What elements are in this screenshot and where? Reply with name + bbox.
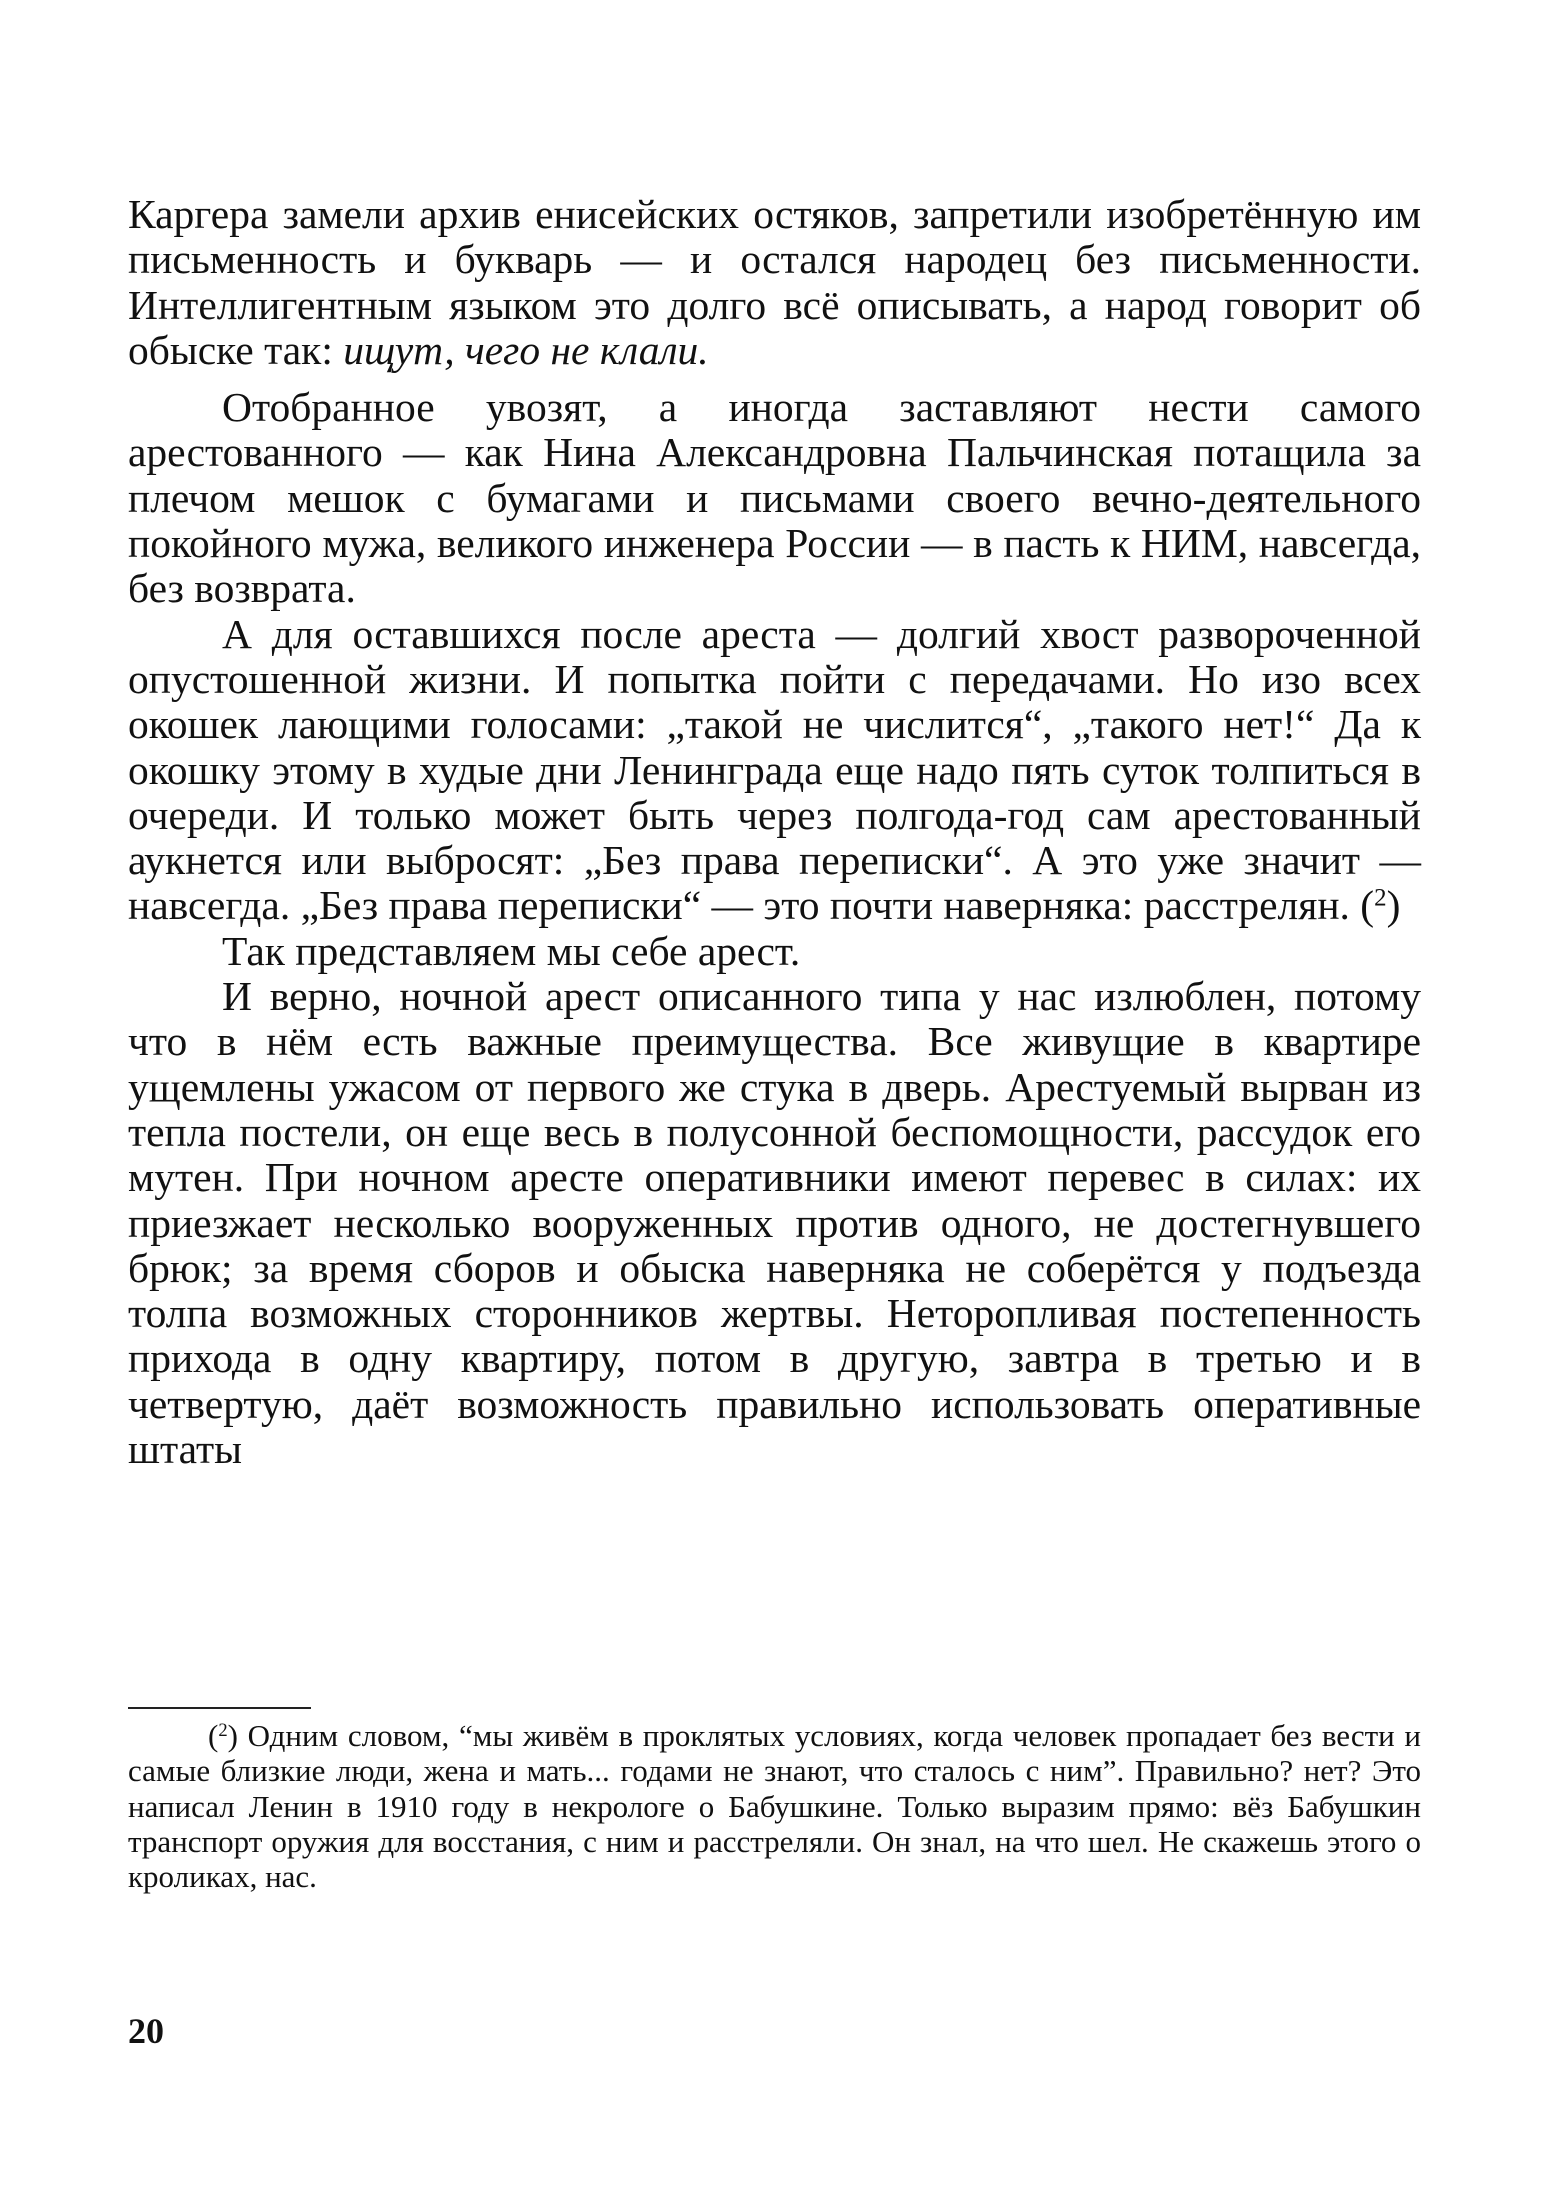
footnote-ref: 2 (1374, 884, 1387, 912)
footnote-divider (128, 1707, 311, 1709)
footnote: ($^2$) Одним словом, “мы живём в проклятых условиях, когда человек пропадает без вести и самые близкие люди, жена и мать... годами не знают, что сталось с ним”. Правильно? нет? Это написал Ленин в 1910 году в некрологе о Бабушкине. Только выразим прямо: вёз Бабушкин транспорт оружия для восстания, с ним и расстреляли. Он знал, на что шел. Не скажешь этого о кроликах, нас. (128, 1718, 1421, 1895)
paragraph-4: Так представляем мы себе арест. (222, 927, 801, 974)
paragraph-1: Каргера замели архив енисейских остяков, запретили изобретённую им письменность и букварь — и остался народец без письменности. Интеллигентным языком это долго всё описывать, а народ говорит об обыске так: ищут, чего не клали. (128, 191, 1421, 373)
main-text (128, 192, 1421, 1472)
paragraph-3: А для оставшихся после ареста — долгий хвост развороченной опустошенной жизни. И попытка пойти с передачами. Но изо всех окошек лающими голосами: „такой не числится“, „такого нет!“ Да к окошку этому в худые дни Ленинграда еще надо пять суток толпиться в очереди. И только может быть через полгода-год сам арестованный аукнется или выбросят: „Без права переписки“. А это уже значит — навсегда. „Без права переписки“ — это почти наверняка: расстрелян. ($^2$) (128, 610, 1421, 929)
page-number: 20 (128, 2011, 164, 2051)
footnote-marker: 2 (218, 1719, 228, 1741)
paragraph-5: И верно, ночной арест описанного типа у нас излюблен, потому что в нём есть важные преимущества. Все живущие в квартире ущемлены ужасом от первого же стука в дверь. Арестуемый вырван из тепла постели, он еще весь в полусонной беспомощности, рассудок его мутен. При ночном аресте оперативники имеют перевес в силах: их приезжает несколько вооруженных против одного, не достегнувшего брюк; за время сборов и обыска наверняка не соберётся у подъезда толпа возможных сторонников жертвы. Неторопливая постепенность прихода в одну квартиру, потом в другую, завтра в третью и в четвертую, даёт возможность правильно использовать оперативные штаты (128, 973, 1421, 1473)
footnote-text: Одним словом, “мы живём в проклятых условиях, когда человек пропадает без вести и самые близкие люди, жена и мать... годами не знают, что сталось с ним”. Правильно? нет? Это написал Ленин в 1910 году в некрологе о Бабушкине. Только выразим прямо: вёз Бабушкин транспорт оружия для восстания, с ним и расстреляли. Он знал, на что шел. Не скажешь этого о кроликах, нас. (128, 1718, 1421, 1895)
paragraph-2: Отобранное увозят, а иногда заставляют нести самого арестованного — как Нина Александровна Пальчинская потащила за плечом мешок с бумагами и письмами своего вечно-деятельного покойного мужа, великого инженера России — в пасть к НИМ, навсегда, без возврата. (128, 384, 1421, 612)
italic-phrase: ищут, чего не клали. (343, 326, 709, 373)
